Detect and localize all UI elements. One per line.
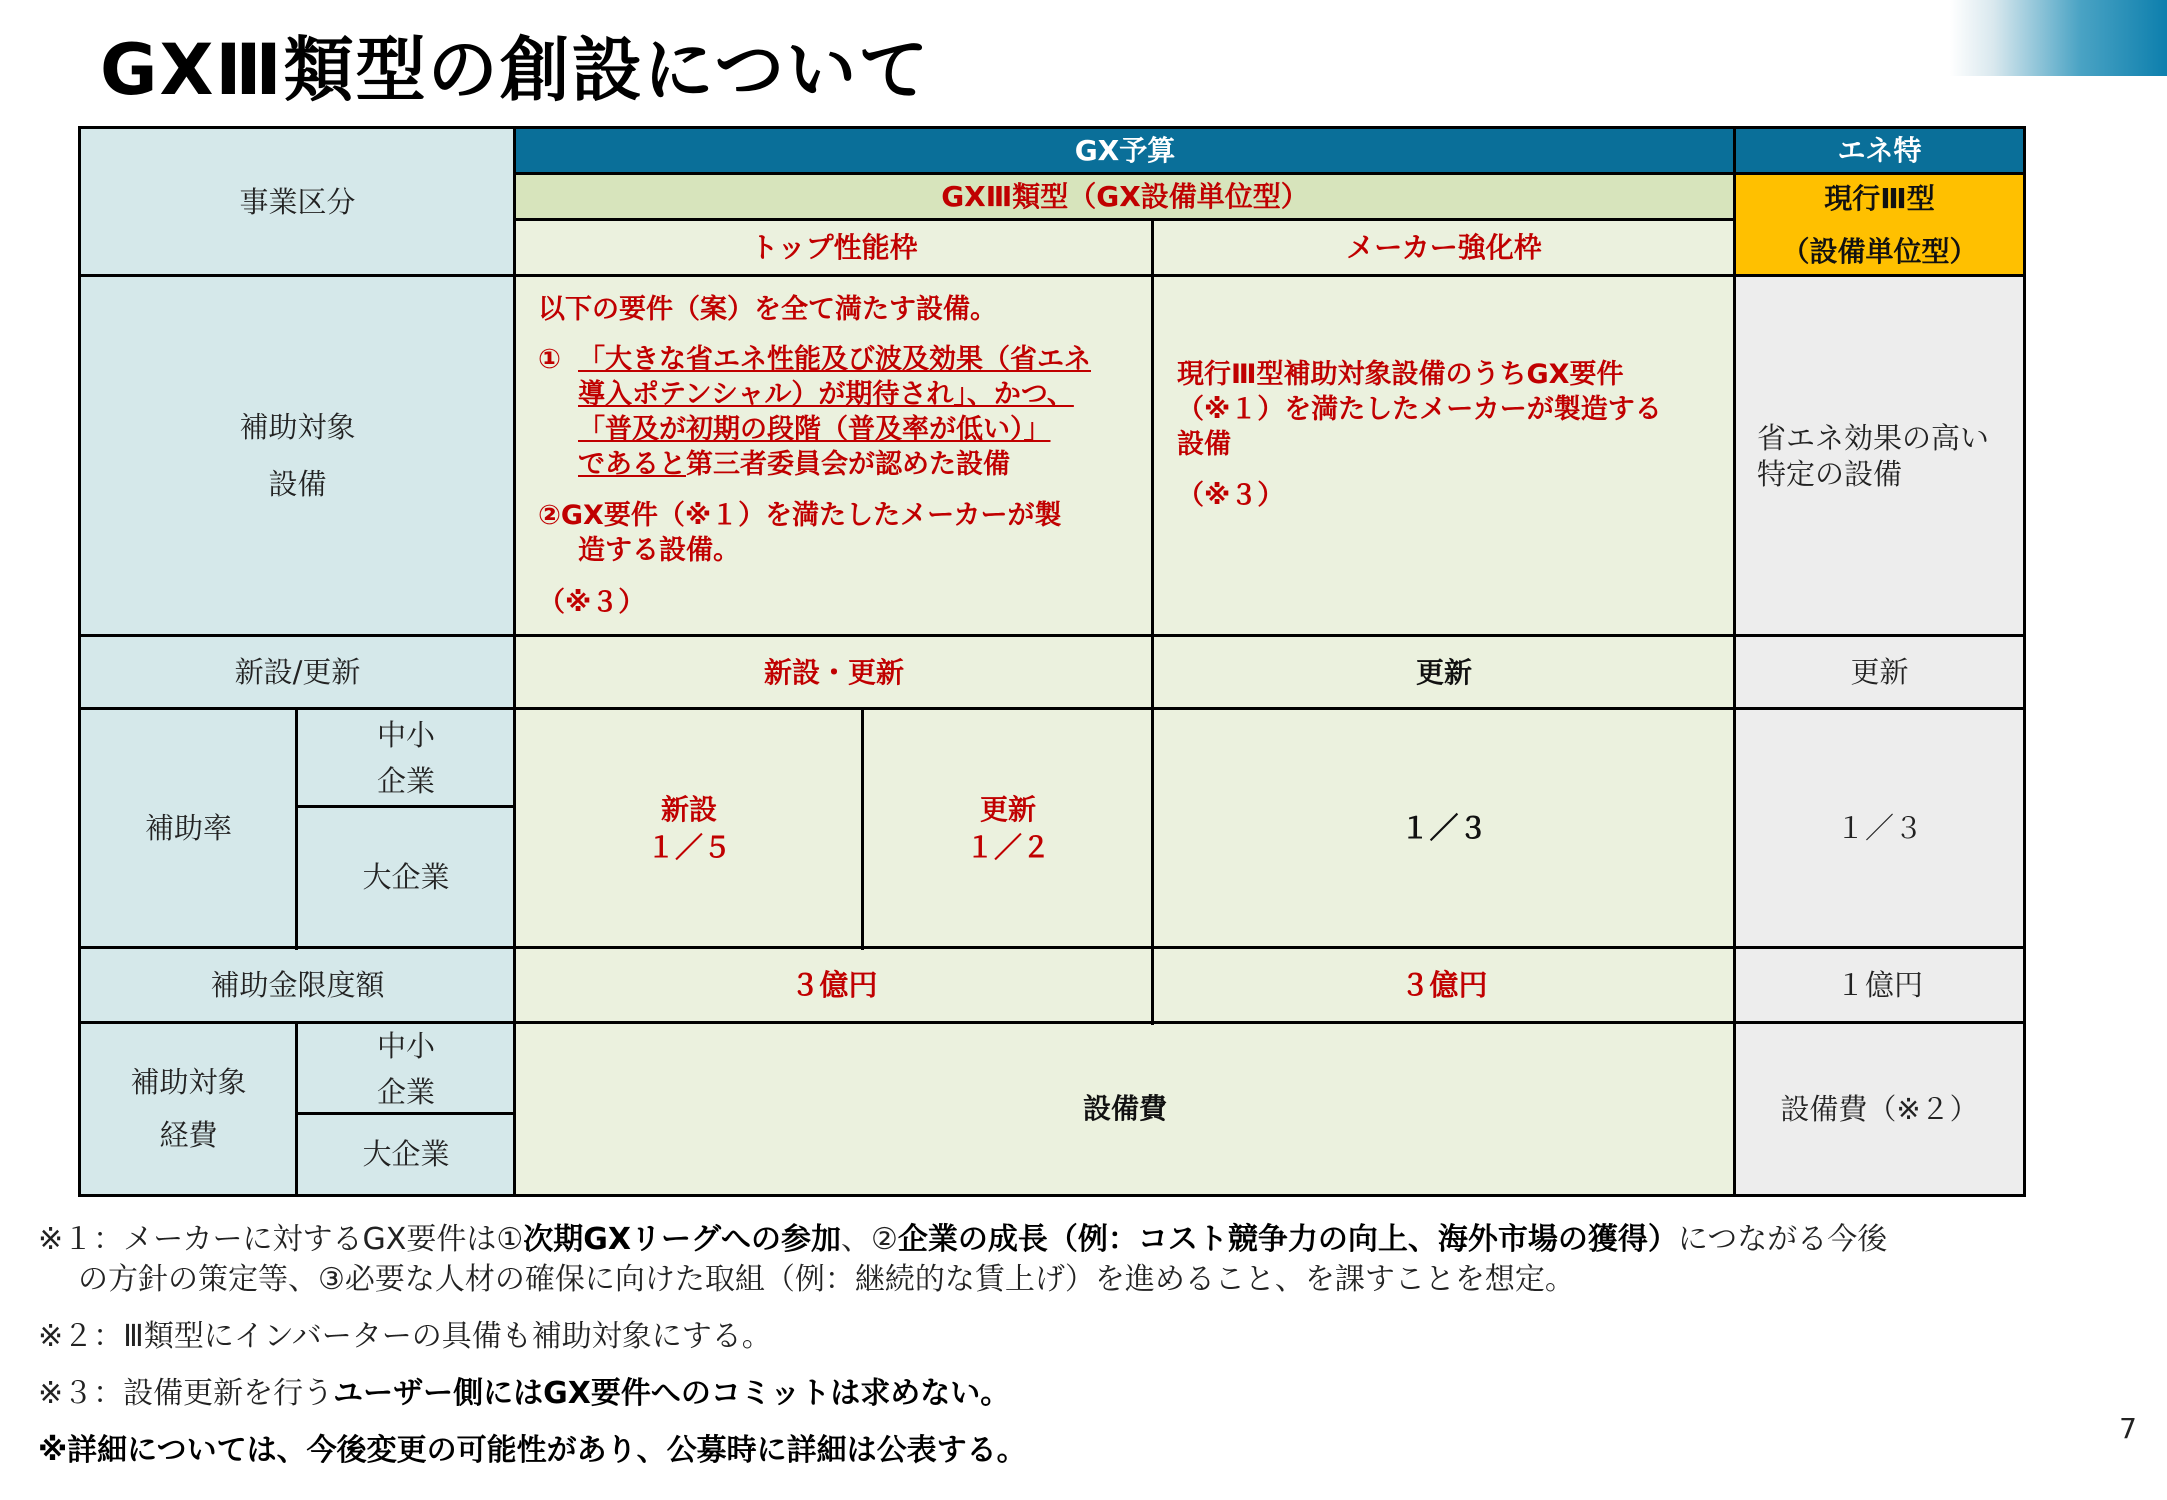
current-equipment-cell bbox=[1735, 276, 2024, 636]
top-item1-number: ① bbox=[538, 344, 561, 375]
current-new-update-cell bbox=[1735, 636, 2024, 709]
gx-budget-label: GX予算 bbox=[1074, 134, 1176, 168]
expenses-sme-line1: 中小 bbox=[376, 1028, 435, 1063]
top-new-update-value: 新設・更新 bbox=[763, 655, 904, 689]
current-rate-cell bbox=[1735, 709, 2024, 948]
top-note: （※３） bbox=[538, 587, 646, 618]
subsidy-rate-sme-line2: 企業 bbox=[376, 764, 435, 798]
note-3 bbox=[38, 1374, 1010, 1414]
top-item1-line2: 導入ポテンシャル）が期待され」、かつ、 bbox=[578, 379, 1074, 410]
top-rate-new-line2: １／５ bbox=[646, 830, 731, 864]
current-limit-cell bbox=[1735, 948, 2024, 1023]
maker-limit-value: ３億円 bbox=[1400, 968, 1488, 1003]
grid-v-top-split bbox=[861, 707, 864, 950]
new-update-label: 新設/更新 bbox=[234, 655, 361, 690]
expenses-label-line2: 経費 bbox=[159, 1118, 218, 1152]
current-equipment-line2: 特定の設備 bbox=[1757, 457, 1903, 491]
grid-h-gx3 bbox=[513, 218, 1736, 221]
subsidy-rate-large: 大企業 bbox=[362, 860, 450, 895]
grid-v-category bbox=[513, 126, 516, 1197]
current-equipment-line1: 省エネ効果の高い bbox=[1757, 421, 1990, 455]
current3-line2: （設備単位型） bbox=[1781, 235, 1978, 268]
note-2: ※２：Ⅲ類型にインバーターの具備も補助対象にする。 bbox=[38, 1319, 772, 1354]
gx-expenses-cell bbox=[515, 1023, 1735, 1195]
note-1-c: 、② bbox=[841, 1222, 898, 1257]
maker-line2: （※１）を満たしたメーカーが製造する bbox=[1177, 394, 1662, 425]
maker-note: （※３） bbox=[1177, 480, 1285, 511]
maker-rate-cell bbox=[1153, 709, 1735, 948]
note-1-d: 企業の成長（例：コスト競争力の向上、海外市場の獲得） bbox=[897, 1222, 1678, 1257]
maker-line1: 現行Ⅲ型補助対象設備のうちGX要件 bbox=[1177, 359, 1624, 390]
top-frame-header bbox=[515, 220, 1153, 276]
grid-h-gx-budget bbox=[513, 172, 2026, 175]
grid-h-new-update-end bbox=[78, 707, 2026, 710]
current3-header bbox=[1735, 174, 2024, 276]
grid-h-equipment-end bbox=[78, 634, 2026, 637]
equipment-label-line2: 設備 bbox=[268, 467, 327, 501]
grid-h-header-end bbox=[78, 274, 2026, 277]
expenses-label-line1: 補助対象 bbox=[130, 1065, 247, 1100]
new-update-label-cell bbox=[80, 636, 515, 709]
subsidy-rate-sme-cell bbox=[297, 709, 515, 807]
current3-line1: 現行Ⅲ型 bbox=[1824, 181, 1935, 215]
grid-v-expense-sub bbox=[295, 1021, 298, 1197]
grid-h-expense-sub bbox=[295, 1112, 515, 1115]
top-item1-line4 bbox=[538, 447, 1138, 482]
subsidy-rate-label: 補助率 bbox=[144, 811, 232, 846]
top-item1 bbox=[538, 342, 1138, 482]
top-rate-new-cell bbox=[515, 709, 863, 948]
gx-budget-header bbox=[515, 128, 1735, 174]
grid-v-frames bbox=[1151, 218, 1154, 1025]
top-item2-line1: ②GX要件（※１）を満たしたメーカーが製 bbox=[538, 500, 1062, 531]
ene-toku-label: エネ特 bbox=[1837, 134, 1922, 168]
grid-v-ene bbox=[1733, 126, 1736, 1197]
equipment-label-cell bbox=[80, 276, 515, 636]
note-3-a: ※３：設備更新を行う bbox=[38, 1376, 334, 1411]
ene-toku-header bbox=[1735, 128, 2024, 174]
top-intro-text: 以下の要件（案）を全て満たす設備。 bbox=[538, 294, 997, 325]
top-rate-update-line2: １／２ bbox=[965, 830, 1050, 864]
maker-rate-value: １／３ bbox=[1400, 811, 1488, 846]
top-item2 bbox=[538, 498, 1062, 568]
grid-h-rate-end bbox=[78, 946, 2026, 949]
expenses-large-cell bbox=[297, 1114, 515, 1195]
border-right bbox=[2023, 126, 2026, 1197]
maker-frame-label: メーカー強化枠 bbox=[1346, 231, 1542, 265]
maker-limit-cell bbox=[1153, 948, 1735, 1023]
top-item1-line4a: であると bbox=[578, 449, 686, 480]
note-1 bbox=[38, 1220, 1887, 1260]
limit-label-cell bbox=[80, 948, 515, 1023]
top-limit-cell bbox=[515, 948, 1153, 1023]
page-number: 7 bbox=[2119, 1412, 2137, 1445]
maker-new-update-cell bbox=[1153, 636, 1735, 709]
note-1-line2: の方針の策定等、③必要な人材の確保に向けた取組（例：継続的な賃上げ）を進めること、を課すことを想定。 bbox=[78, 1262, 1575, 1297]
top-item1-line4b: 第三者委員会が認めた設備 bbox=[686, 449, 1010, 480]
current-limit-value: １億円 bbox=[1835, 968, 1923, 1003]
top-rate-new-line1: 新設 bbox=[660, 792, 717, 826]
equipment-label-line1: 補助対象 bbox=[239, 410, 356, 445]
subsidy-rate-label-cell bbox=[80, 709, 297, 948]
maker-new-update-value: 更新 bbox=[1415, 655, 1472, 689]
subsidy-rate-sme-line1: 中小 bbox=[376, 718, 435, 752]
note-4: ※詳細については、今後変更の可能性があり、公募時に詳細は公表する。 bbox=[38, 1433, 1027, 1468]
current-new-update-value: 更新 bbox=[1850, 655, 1909, 690]
limit-label: 補助金限度額 bbox=[210, 968, 385, 1003]
top-frame-label: トップ性能枠 bbox=[750, 231, 918, 265]
gx3-type-header bbox=[515, 174, 1735, 220]
category-header bbox=[80, 128, 515, 276]
page-title: GXⅢ類型の創設について bbox=[100, 29, 931, 111]
expenses-large: 大企業 bbox=[362, 1137, 450, 1172]
current-expenses-cell bbox=[1735, 1023, 2024, 1195]
note-1-e: につながる今後 bbox=[1677, 1222, 1888, 1257]
gx-expenses-value: 設備費 bbox=[1082, 1092, 1167, 1126]
gx3-type-label: GXⅢ類型（GX設備単位型） bbox=[941, 180, 1309, 214]
header-accent-bar bbox=[1950, 0, 2167, 76]
note-1-a: ※１：メーカーに対するGX要件は① bbox=[38, 1222, 524, 1257]
note-3-b: ユーザー側にはGX要件へのコミットは求めない。 bbox=[333, 1376, 1011, 1411]
current-rate-value: １／３ bbox=[1835, 811, 1923, 846]
current-expenses-value: 設備費（※２） bbox=[1780, 1091, 1979, 1126]
border-left bbox=[78, 126, 81, 1197]
note-1-b: 次期GXリーグへの参加 bbox=[523, 1222, 841, 1257]
grid-h-rate-sub bbox=[295, 805, 515, 808]
top-item2-line2: 造する設備。 bbox=[578, 535, 740, 566]
top-rate-update-line1: 更新 bbox=[979, 792, 1036, 826]
maker-frame-header bbox=[1153, 220, 1735, 276]
grid-h-limit-end bbox=[78, 1021, 2026, 1024]
top-item1-line3: 「普及が初期の段階（普及率が低い）」 bbox=[578, 414, 1051, 445]
subsidy-rate-large-cell bbox=[297, 807, 515, 948]
expenses-sme-line2: 企業 bbox=[376, 1074, 435, 1109]
expenses-label-cell bbox=[80, 1023, 297, 1195]
maker-line3: 設備 bbox=[1177, 429, 1231, 460]
category-header-label: 事業区分 bbox=[239, 184, 356, 219]
top-limit-value: ３億円 bbox=[790, 968, 878, 1003]
top-new-update-cell bbox=[515, 636, 1153, 709]
expenses-sme-cell bbox=[297, 1023, 515, 1114]
top-rate-update-cell bbox=[863, 709, 1153, 948]
top-item1-line1: 「大きな省エネ性能及び波及効果（省エネ bbox=[578, 344, 1091, 375]
maker-equipment-text bbox=[1177, 357, 1662, 462]
grid-v-rate-sub bbox=[295, 707, 298, 950]
